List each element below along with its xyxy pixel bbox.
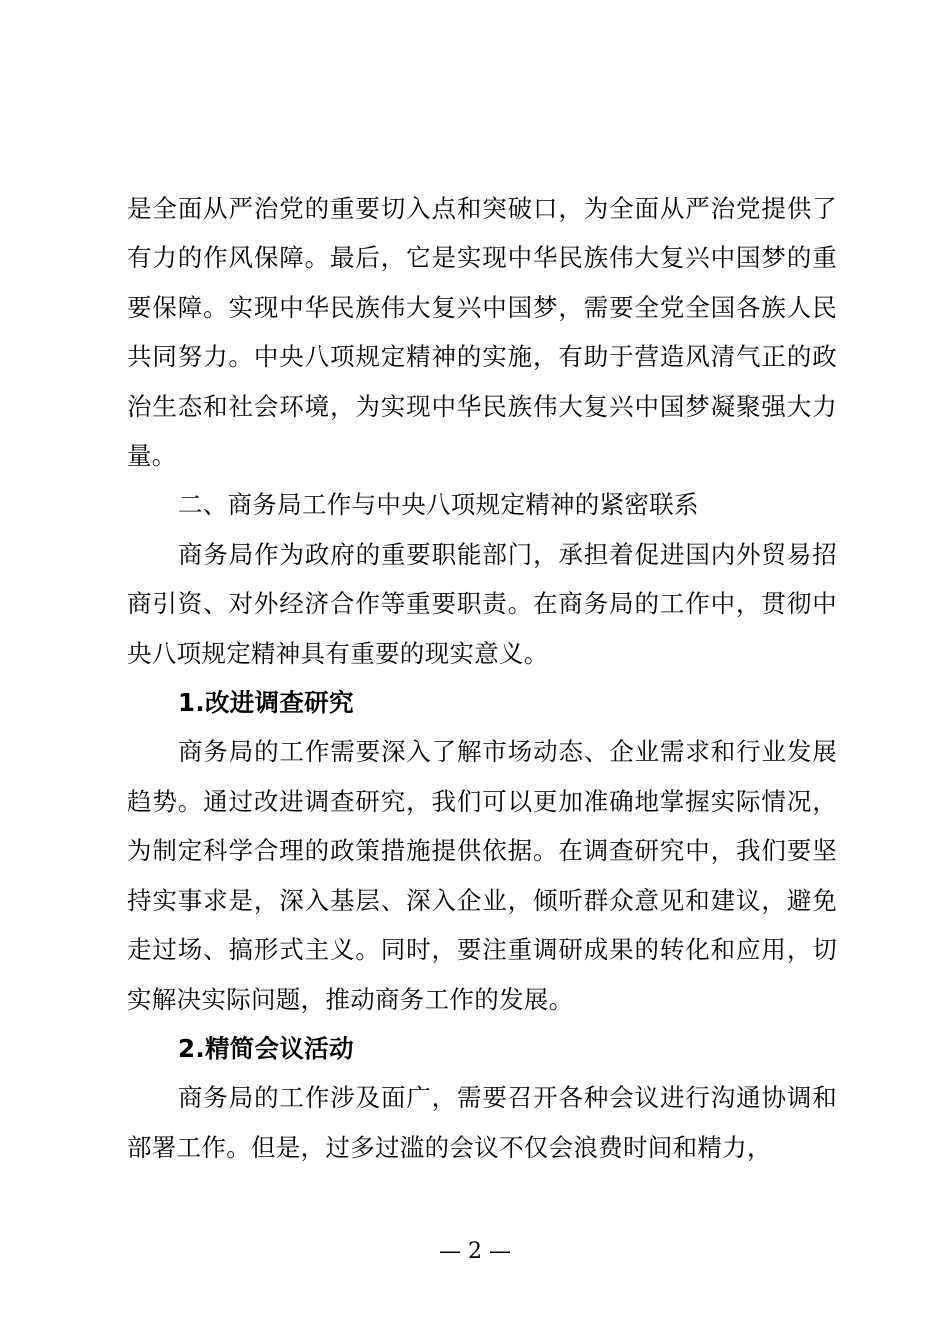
subheading-improve-research: 1.改进调查研究 xyxy=(178,688,354,718)
paragraph-improve-research: 商务局的工作需要深入了解市场动态、企业需求和行业发展趋势。通过改进调查研究，我们可以更加准确地掌握实际情况，为制定科学合理的政策措施提供依据。在调查研究中，我们要坚持实事求是，深入基层、深入企业，倾听群众意见和建议，避免走过场、搞形式主义。同时，要注重调研成果的转化和应用，切实解决实际问题，推动商务工作的发展。 xyxy=(127,737,837,1014)
paragraph-continuation: 是全面从严治党的重要切入点和突破口，为全面从严治党提供了有力的作风保障。最后，它是实现中华民族伟大复兴中国梦的重要保障。实现中华民族伟大复兴中国梦，需要全党全国各族人民共同努力。中央八项规定精神的实施，有助于营造风清气正的政治生态和社会环境，为实现中华民族伟大复兴中国梦凝聚强大力量。 xyxy=(127,194,837,471)
subheading-streamline-meetings: 2.精简会议活动 xyxy=(178,1033,354,1063)
document-body xyxy=(127,184,837,1172)
page-number: — 2 — xyxy=(439,1239,511,1264)
paragraph-streamline-meetings: 商务局的工作涉及面广，需要召开各种会议进行沟通协调和部署工作。但是，过多过滥的会议不仅会浪费时间和精力， xyxy=(127,1083,837,1162)
section-heading-2: 二、商务局工作与中央八项规定精神的紧密联系 xyxy=(178,490,699,520)
paragraph-section-2-intro: 商务局作为政府的重要职能部门，承担着促进国内外贸易招商引资、对外经济合作等重要职责。在商务局的工作中，贯彻中央八项规定精神具有重要的现实意义。 xyxy=(127,539,837,668)
